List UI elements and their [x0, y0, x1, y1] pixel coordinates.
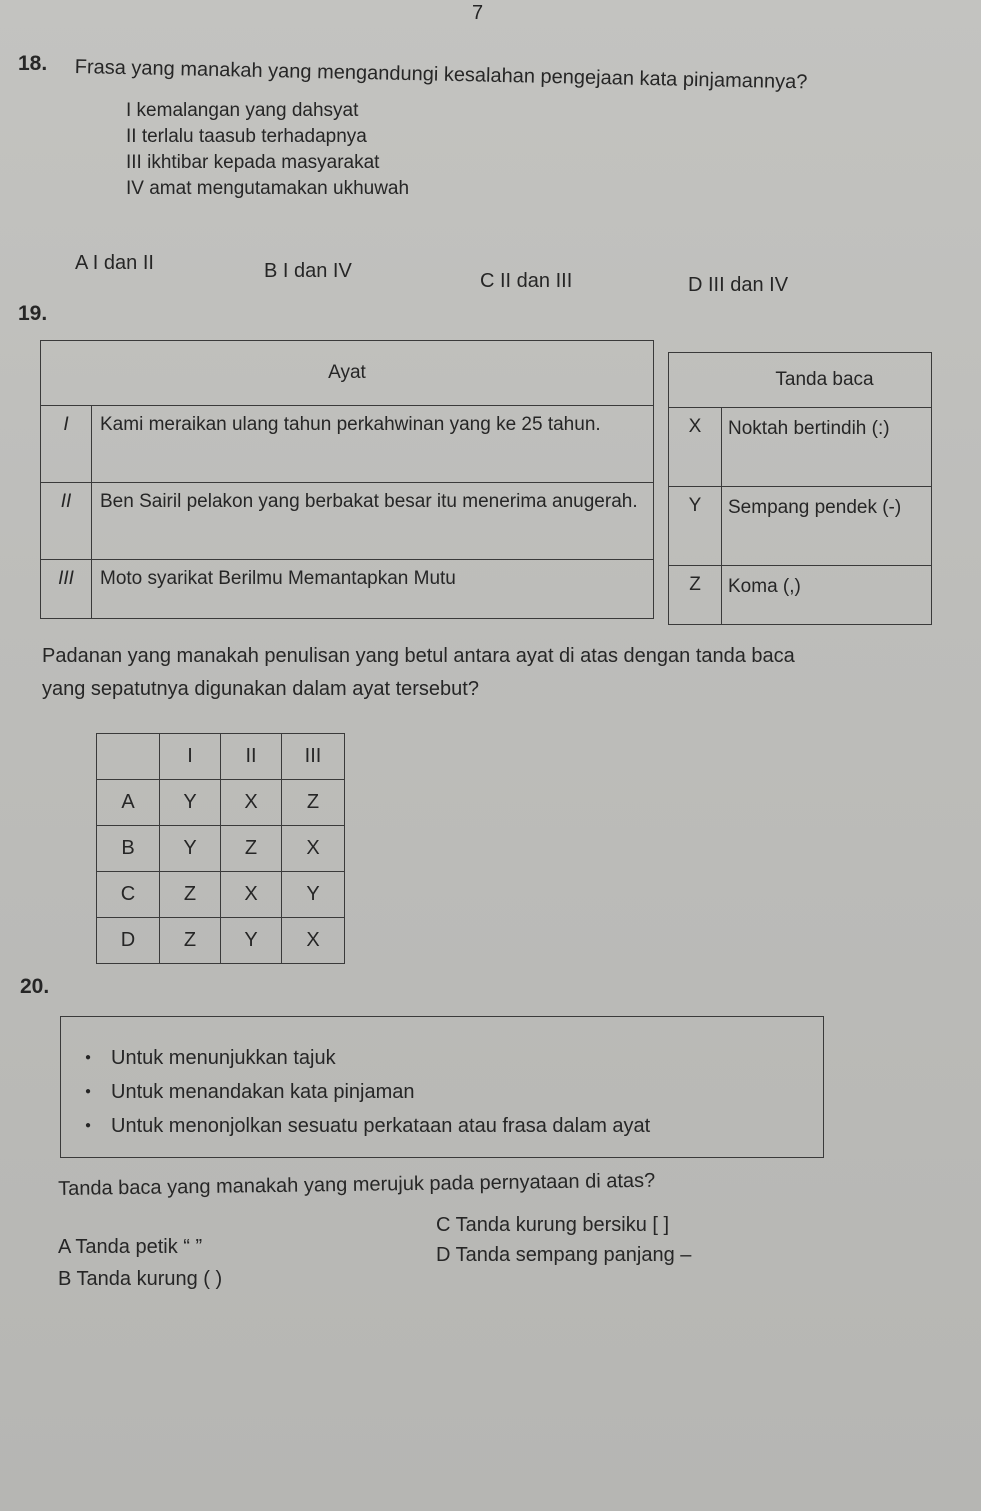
table-row — [41, 560, 654, 619]
q18-statement-4: IV amat mengutamakan ukhuwah — [126, 178, 410, 199]
answer-option-label[interactable]: B — [97, 826, 160, 872]
q18-option-b[interactable]: B I dan IV — [264, 260, 352, 282]
page-number: 7 — [472, 2, 484, 24]
q20-question: Tanda baca yang manakah yang merujuk pada pernyataan di atas? — [58, 1169, 656, 1200]
q20-option-a[interactable]: A Tanda petik “ ” — [58, 1236, 203, 1258]
ayat-row-num: I — [41, 406, 92, 483]
answer-cell: X — [282, 826, 345, 872]
answer-header-cell: I — [160, 734, 221, 780]
table-row — [669, 408, 932, 487]
q20-option-c[interactable]: C Tanda kurung bersiku [ ] — [436, 1214, 670, 1236]
tanda-row-label: Z — [669, 566, 722, 625]
table-row[interactable] — [97, 918, 345, 964]
tanda-header: Tanda baca — [669, 353, 932, 408]
answer-header-cell: III — [282, 734, 345, 780]
list-item: ● Untuk menunjukkan tajuk — [93, 1041, 823, 1075]
answer-header-cell — [97, 734, 160, 780]
tanda-row-text: Noktah bertindih (:) — [722, 408, 932, 487]
q18-number: 18. — [18, 52, 48, 75]
list-item: ● Untuk menonjolkan sesuatu perkataan atau frasa dalam ayat — [93, 1109, 823, 1143]
answer-option-label[interactable]: A — [97, 780, 160, 826]
table-row[interactable] — [97, 872, 345, 918]
q19-question-line1: Padanan yang manakah penulisan yang betul antara ayat di atas dengan tanda baca — [42, 645, 795, 667]
answer-option-label[interactable]: D — [97, 918, 160, 964]
q20-statement-box — [60, 1016, 824, 1158]
tanda-row-text: Sempang pendek (-) — [722, 487, 932, 566]
answer-cell: Z — [221, 826, 282, 872]
q19-question-line2: yang sepatutnya digunakan dalam ayat tersebut? — [42, 678, 479, 700]
table-row[interactable] — [97, 780, 345, 826]
q18-statement-1: I kemalangan yang dahsyat — [126, 100, 359, 121]
table-row — [41, 406, 654, 483]
ayat-table — [40, 340, 654, 619]
answer-cell: Y — [221, 918, 282, 964]
q18-statement-2: II terlalu taasub terhadapnya — [126, 126, 367, 147]
tanda-baca-table — [668, 352, 932, 625]
q20-option-b[interactable]: B Tanda kurung ( ) — [58, 1268, 223, 1290]
ayat-row-text: Ben Sairil pelakon yang berbakat besar itu menerima anugerah. — [92, 483, 654, 560]
q19-number: 19. — [18, 302, 48, 325]
answer-header-cell: II — [221, 734, 282, 780]
tanda-row-text: Koma (,) — [722, 566, 932, 625]
q18-option-c[interactable]: C II dan III — [480, 270, 573, 292]
table-row[interactable] — [97, 826, 345, 872]
answer-cell: Z — [160, 918, 221, 964]
q18-statement-3: III ikhtibar kepada masyarakat — [126, 152, 380, 173]
answer-cell: X — [221, 780, 282, 826]
q18-option-d[interactable]: D III dan IV — [688, 274, 789, 296]
ayat-row-text: Moto syarikat Berilmu Memantapkan Mutu — [92, 560, 654, 619]
list-item: ● Untuk menandakan kata pinjaman — [93, 1075, 823, 1109]
answer-cell: Z — [282, 780, 345, 826]
tanda-row-label: Y — [669, 487, 722, 566]
table-row — [41, 483, 654, 560]
answer-cell: Y — [282, 872, 345, 918]
q18-option-a[interactable]: A I dan II — [75, 252, 154, 274]
ayat-row-num: III — [41, 560, 92, 619]
ayat-row-num: II — [41, 483, 92, 560]
answer-cell: Y — [160, 826, 221, 872]
q18-question: Frasa yang manakah yang mengandungi kesalahan pengejaan kata pinjamannya? — [74, 56, 808, 94]
table-row — [669, 487, 932, 566]
ayat-header: Ayat — [41, 341, 654, 406]
q19-answer-table — [96, 733, 345, 964]
ayat-row-text: Kami meraikan ulang tahun perkahwinan yang ke 25 tahun. — [92, 406, 654, 483]
answer-cell: X — [221, 872, 282, 918]
q20-number: 20. — [20, 975, 50, 998]
answer-option-label[interactable]: C — [97, 872, 160, 918]
q20-option-d[interactable]: D Tanda sempang panjang – — [436, 1244, 692, 1266]
answer-cell: X — [282, 918, 345, 964]
table-row — [669, 566, 932, 625]
tanda-row-label: X — [669, 408, 722, 487]
answer-cell: Y — [160, 780, 221, 826]
answer-cell: Z — [160, 872, 221, 918]
